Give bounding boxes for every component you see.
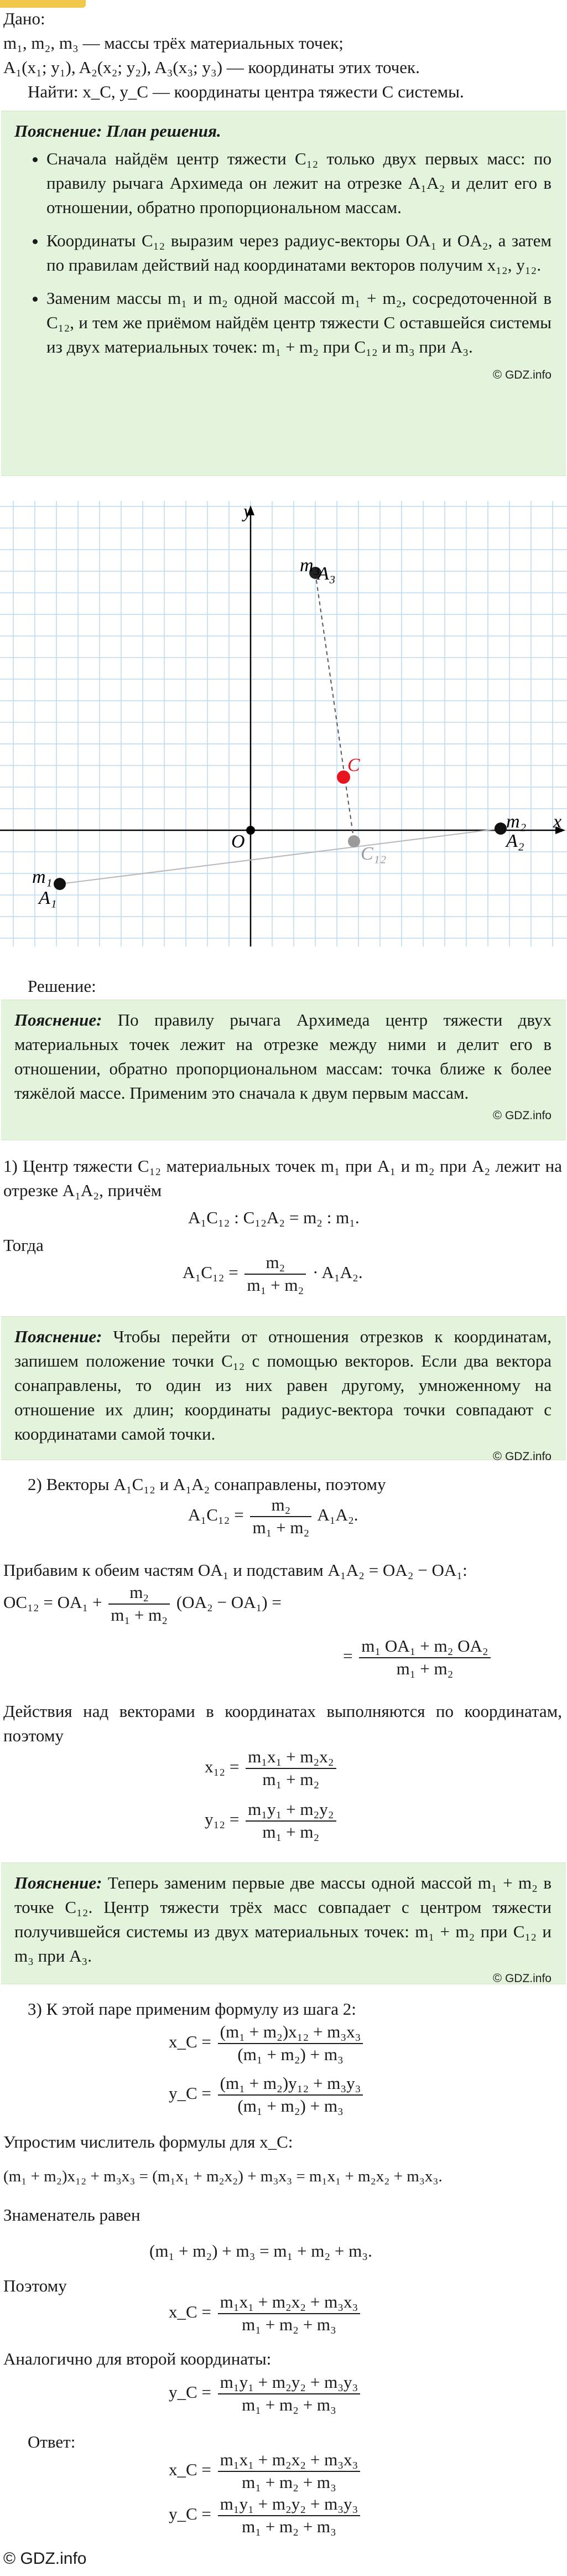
signature-text: GDZ.info	[504, 1450, 552, 1463]
explanation-3	[14, 1871, 552, 1968]
solution-label: Решение:	[28, 976, 96, 996]
c12-label: C₁₂	[361, 844, 387, 864]
given-find: Найти: x_C, y_C — координаты центра тяжести C системы.	[28, 82, 464, 101]
fraction	[218, 2073, 363, 2117]
copyright-icon: ©	[492, 368, 502, 382]
y-axis-label: y	[243, 501, 252, 522]
copyright-icon: ©	[492, 1449, 502, 1463]
explanation-text: По правилу рычага Архимеда центр тяжести двух материальных точек лежит на отрезке между ними и делит его в отношении, обратно пропорциональном массам: точка ближе к более тяжёлой массе. Применим это сначала к двум первым массам.	[14, 1010, 552, 1103]
explanation-text: Теперь заменим первые две массы одной массой m₁ + m₂ в точке C₁₂. Центр тяжести трёх масс совпадает с центром тяжести получившейся системы из двух материальных точек: m₁ + m₂ при C₁₂ и m₃ при A₃.	[14, 1873, 552, 1966]
xc-final-formula	[169, 2291, 362, 2336]
fraction	[245, 1252, 306, 1296]
fraction-denominator: m₁ + m₂ + m₃	[242, 2314, 336, 2334]
yc-formula	[169, 2073, 365, 2117]
fraction	[218, 2291, 361, 2336]
formula-right: A₁A₂.	[317, 1504, 358, 1524]
grid	[0, 501, 567, 946]
fraction-numerator: m₂	[108, 1582, 170, 1605]
fraction-denominator: (m₁ + m₂) + m₃	[237, 2044, 344, 2064]
fraction	[108, 1582, 170, 1626]
oc12-formula-result	[343, 1636, 493, 1680]
formula-left: y_C =	[169, 2503, 211, 2523]
copyright-icon: ©	[492, 1108, 502, 1123]
segment-a1-a2	[60, 829, 501, 884]
origin-label: O	[231, 831, 245, 852]
explanation-prefix: Пояснение:	[14, 1327, 102, 1346]
therefore-text: Поэтому	[3, 2276, 67, 2295]
fraction-denominator: (m₁ + m₂) + m₃	[237, 2096, 344, 2115]
step-2-add-text: Прибавим к обеим частям OA₁ и подставим A₁A₂ = OA₂ − OA₁:	[3, 1560, 467, 1580]
diagram-svg	[0, 501, 567, 946]
yc-final-formula	[169, 2372, 362, 2416]
x12-formula	[205, 1746, 339, 1791]
fraction-numerator: m₁y₁ + m₂y₂	[246, 1799, 336, 1822]
step-1-ratio: A₁C₁₂ : C₁₂A₂ = m₂ : m₁.	[188, 1208, 360, 1227]
c-label: C	[347, 755, 360, 775]
explanation-prefix: Пояснение:	[14, 1010, 102, 1030]
fraction-denominator: m₁ + m₂ + m₃	[242, 2516, 336, 2536]
formula-left: x₁₂ =	[205, 1756, 240, 1776]
explanation-1-signature	[14, 1106, 552, 1124]
explanation-2	[14, 1325, 552, 1446]
x-axis-label: x	[553, 811, 562, 832]
fraction-numerator: m₁y₁ + m₂y₂ + m₃y₃	[218, 2372, 361, 2394]
formula-left: y₁₂ =	[205, 1809, 240, 1829]
fraction-denominator: m₁ + m₂	[262, 1769, 320, 1789]
step-2-text: 2) Векторы A₁C₁₂ и A₁A₂ сонаправлены, поэтому	[28, 1475, 386, 1494]
footer-text: GDZ.info	[20, 2549, 87, 2568]
similar-text: Аналогично для второй координаты:	[3, 2349, 272, 2368]
plan-item: • Координаты C₁₂ выразим через радиус-векторы OA₁ и OA₂, а затем по правилам действий над координатами векторов получим x₁₂, y₁₂.	[46, 229, 552, 277]
fraction	[246, 1799, 336, 1843]
answer-xc	[169, 2449, 362, 2494]
explanation-1	[14, 1008, 552, 1105]
fraction-numerator: m₁x₁ + m₂x₂ + m₃x₃	[218, 2291, 361, 2314]
fraction	[218, 2449, 361, 2494]
coord-text: Действия над векторами в координатах выполняются по координатам, поэтому	[3, 1701, 562, 1746]
y12-formula	[205, 1799, 339, 1843]
explanation-3-signature	[14, 1969, 552, 1987]
given-label: Дано:	[3, 9, 45, 28]
point-a2	[495, 823, 507, 835]
step-1-text: 1) Центр тяжести C₁₂ материальных точек m₁ при A₁ и m₂ при A₂ лежит на отрезке A₁A₂, причём	[3, 1156, 562, 1201]
fraction	[250, 1494, 311, 1539]
m3-label: m₃	[300, 555, 320, 576]
a2-label: A₂	[506, 831, 524, 851]
m1-label: m₁	[32, 867, 53, 887]
xc-formula	[169, 2021, 365, 2066]
explanation-text: Чтобы перейти от отношения отрезков к координатам, запишем положение точки C₁₂ с помощью векторов. Если два вектора сонаправлены, то один из них равен другому, умноженному на отношение их длин; координаты радиус-вектора точки совпадают с координатами самой точки.	[14, 1327, 552, 1444]
formula-left: x_C =	[169, 2031, 211, 2051]
explanation-2-signature	[14, 1447, 552, 1465]
plan-list	[14, 147, 552, 359]
fraction-denominator: m₁ + m₂	[252, 1517, 310, 1537]
step-3-text: 3) К этой паре применим формулу из шага 2:	[28, 1999, 356, 2019]
plan-box	[1, 111, 566, 476]
copyright-icon: ©	[492, 1971, 502, 1985]
explanation-box-2	[1, 1316, 566, 1463]
fraction	[218, 2494, 361, 2538]
diagram-labels	[32, 501, 561, 908]
point-c12	[348, 835, 360, 847]
denominator-text: Знаменатель равен	[3, 2205, 141, 2225]
formula-left: A₁C₁₂ =	[188, 1504, 244, 1524]
fraction	[218, 2021, 363, 2066]
explanation-box-3	[1, 1863, 566, 1984]
fraction-denominator: m₁ + m₂	[262, 1822, 320, 1842]
copyright-icon: ©	[3, 2549, 16, 2568]
fraction	[359, 1636, 491, 1680]
fraction-denominator: m₁ + m₂ + m₃	[242, 2472, 336, 2492]
signature-text: GDZ.info	[504, 1972, 552, 1985]
formula-left: y_C =	[169, 2382, 211, 2402]
fraction-denominator: m₁ + m₂ + m₃	[242, 2394, 336, 2414]
a1-label: A₁	[39, 888, 57, 908]
fraction	[218, 2372, 361, 2416]
explanation-prefix: Пояснение:	[14, 1873, 102, 1892]
signature-text: GDZ.info	[504, 1109, 552, 1123]
fraction	[246, 1746, 336, 1791]
expand-formula: (m₁ + m₂)x₁₂ + m₃x₃ = (m₁x₁ + m₂x₂) + m₃x₃ = m₁x₁ + m₂x₂ + m₃x₃.	[3, 2168, 443, 2185]
segment-c12-a3	[315, 573, 354, 841]
fraction-numerator: m₁x₁ + m₂x₂ + m₃x₃	[218, 2449, 361, 2472]
plan-item: • Сначала найдём центр тяжести C₁₂ только двух первых масс: по правилу рычага Архимеда он лежит на отрезке A₁A₂ и делит его в отношении, обратно пропорциональном массам.	[46, 147, 552, 220]
fraction-numerator: m₂	[245, 1252, 306, 1275]
origin-point	[246, 826, 255, 835]
fraction-numerator: m₁x₁ + m₂x₂	[246, 1746, 336, 1769]
given-line-1: m₁, m₂, m₃ — массы трёх материальных точек;	[3, 33, 344, 53]
formula-left: =	[343, 1646, 353, 1665]
formula-right: (OA₂ − OA₁) =	[176, 1592, 282, 1612]
coordinate-diagram	[0, 501, 567, 946]
plan-signature	[14, 366, 552, 384]
footer-logo	[3, 2547, 86, 2571]
answer-label: Ответ:	[28, 2432, 76, 2451]
explanation-box-1	[1, 1000, 566, 1140]
plan-heading: Пояснение: План решения.	[14, 121, 221, 141]
then-label: Тогда	[3, 1235, 44, 1255]
a3-label: A₃	[318, 563, 336, 584]
fraction-numerator: m₁y₁ + m₂y₂ + m₃y₃	[218, 2494, 361, 2516]
formula-left: OC₁₂ = OA₁ +	[3, 1592, 102, 1612]
fraction-numerator: m₂	[250, 1494, 311, 1517]
fraction-numerator: (m₁ + m₂)y₁₂ + m₃y₃	[218, 2073, 363, 2096]
fraction-denominator: m₁ + m₂	[111, 1605, 168, 1625]
formula-left: x_C =	[169, 2301, 211, 2321]
fraction-numerator: m₁ OA₁ + m₂ OA₂	[359, 1636, 491, 1658]
given-line-2: A₁(x₁; y₁), A₂(x₂; y₂), A₃(x₃; y₃) — координаты этих точек.	[3, 58, 420, 77]
step-1-formula	[183, 1252, 363, 1296]
signature-text: GDZ.info	[504, 369, 552, 382]
m2-label: m₂	[506, 811, 527, 832]
fraction-denominator: m₁ + m₂	[247, 1275, 304, 1295]
formula-left: A₁C₁₂ =	[183, 1262, 238, 1282]
fraction-numerator: (m₁ + m₂)x₁₂ + m₃x₃	[218, 2021, 363, 2044]
simplify-text: Упростим числитель формулы для x_C:	[3, 2132, 293, 2151]
formula-left: x_C =	[169, 2459, 211, 2479]
fraction-denominator: m₁ + m₂	[396, 1658, 454, 1678]
formula-right: · A₁A₂.	[313, 1262, 363, 1282]
denominator-formula: (m₁ + m₂) + m₃ = m₁ + m₂ + m₃.	[149, 2241, 372, 2261]
plan-item: • Заменим массы m₁ и m₂ одной массой m₁ + m₂, сосредоточенной в C₁₂, и тем же приёмом найдём центр тяжести C оставшейся системы из двух материальных точек: m₁ + m₂ при C₁₂ и m₃ при A₃.	[46, 286, 552, 359]
formula-left: y_C =	[169, 2083, 211, 2103]
oc12-formula	[3, 1582, 282, 1626]
answer-yc	[169, 2494, 362, 2538]
step-2-formula	[188, 1494, 358, 1539]
